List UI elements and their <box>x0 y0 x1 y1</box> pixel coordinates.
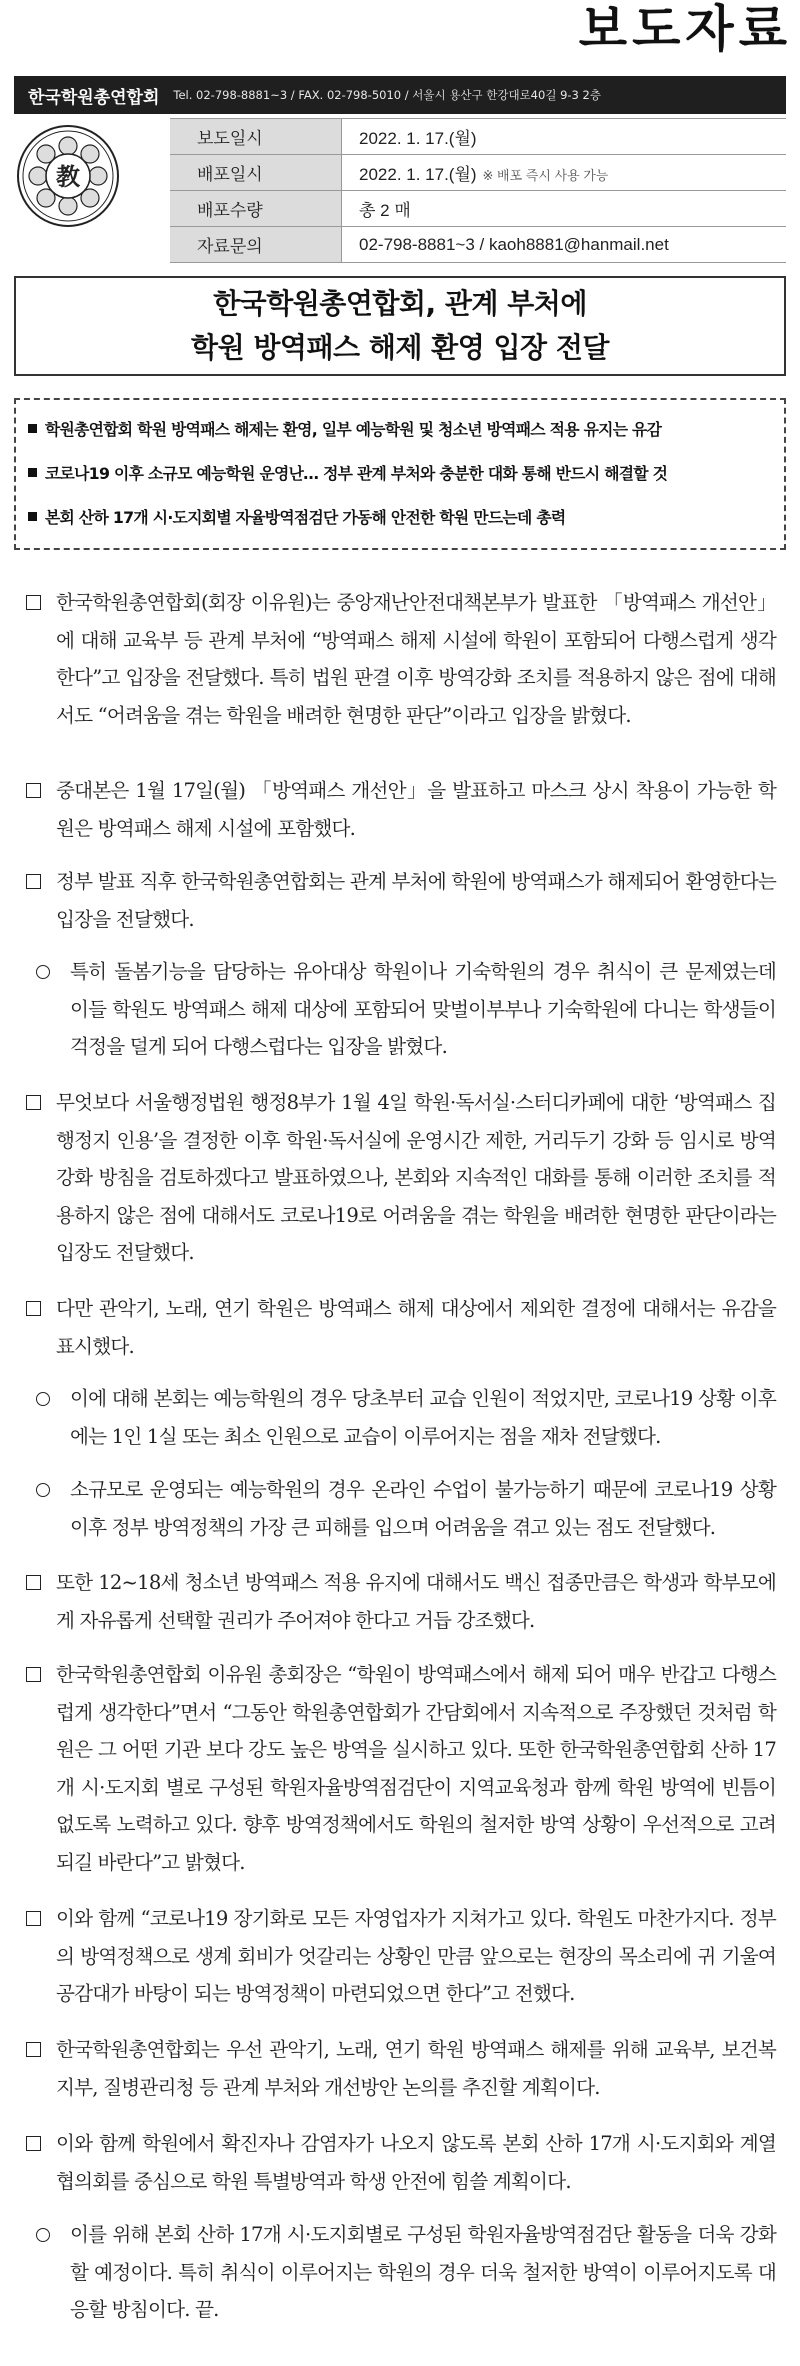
bullet-square-icon <box>28 424 37 433</box>
hollow-square-bullet-icon <box>26 584 41 623</box>
info-row-contact <box>170 227 786 263</box>
headline-line-1: 한국학원총연합회, 관계 부처에 <box>213 287 587 320</box>
headline-line-2: 학원 방역패스 해제 환영 입장 전달 <box>191 331 609 364</box>
summary-item: 학원총연합회 학원 방역패스 해제는 환영, 일부 예능학원 및 청소년 방역패스 적용 유지는 유감 <box>28 408 772 452</box>
hollow-square-bullet-icon <box>26 1900 41 1939</box>
info-row-release-date <box>170 119 786 155</box>
press-release-title: 보도자료 <box>578 0 792 58</box>
info-value: 총 2 매 <box>342 191 787 227</box>
organization-contact: Tel. 02-798-8881~3 / FAX. 02-798-5010 / 서울시 용산구 한강대로40길 9-3 2층 <box>173 88 601 102</box>
hollow-square-bullet-icon <box>26 2125 41 2164</box>
body-subparagraph: 이를 위해 본회 산하 17개 시·도지회별로 구성된 학원자율방역점검단 활동을 더욱 강화할 예정이다. 특히 취식이 이루어지는 학원의 경우 더욱 철저한 방역이 이루어지도록 대응할 방침이다. 끝. <box>36 2216 776 2329</box>
circle-bullet-icon <box>36 953 50 992</box>
info-value: 02-798-8881~3 / kaoh8881@hanmail.net <box>342 227 787 263</box>
body-paragraph: 이와 함께 학원에서 확진자나 감염자가 나오지 않도록 본회 산하 17개 시·도지회와 계열협의회를 중심으로 학원 특별방역과 학생 안전에 힘쓸 계획이다. <box>26 2125 776 2200</box>
body-paragraph: 무엇보다 서울행정법원 행정8부가 1월 4일 학원·독서실·스터디카페에 대한 ‘방역패스 집행정지 인용’을 결정한 이후 학원·독서실에 운영시간 제한, 거리두기 강화 등 임시로 방역강화 방침을 검토하겠다고 발표하였으나, 본회와 지속적인 대화를 통해 이러한 조치를 적용하지 않은 점에 대해서도 코로나19로 어려움을 겪는 학원을 배려한 현명한 판단이라는 입장도 전달했다. <box>26 1084 776 1272</box>
body-paragraph: 정부 발표 직후 한국학원총연합회는 관계 부처에 학원에 방역패스가 해제되어 환영한다는 입장을 전달했다. <box>26 863 776 938</box>
association-seal-icon <box>16 124 120 228</box>
summary-item: 본회 산하 17개 시·도지회별 자율방역점검단 가동해 안전한 학원 만드는데 총력 <box>28 496 772 540</box>
info-label: 배포일시 <box>170 155 342 191</box>
body-paragraph: 한국학원총연합회는 우선 관악기, 노래, 연기 학원 방역패스 해제를 위해 교육부, 보건복지부, 질병관리청 등 관계 부처와 개선방안 논의를 추진할 계획이다. <box>26 2031 776 2106</box>
hollow-square-bullet-icon <box>26 772 41 811</box>
body-paragraph: 한국학원총연합회(회장 이유원)는 중앙재난안전대책본부가 발표한 「방역패스 개선안」에 대해 교육부 등 관계 부처에 “방역패스 해제 시설에 학원이 포함되어 다행스럽게 생각한다”고 입장을 전달했다. 특히 법원 판결 이후 방역강화 조치를 적용하지 않은 점에 대해서도 “어려움을 겪는 학원을 배려한 현명한 판단”이라고 입장을 밝혔다. <box>26 584 776 734</box>
headline-box <box>14 276 786 376</box>
summary-item: 코로나19 이후 소규모 예능학원 운영난… 정부 관계 부처와 충분한 대화 통해 반드시 해결할 것 <box>28 452 772 496</box>
hollow-square-bullet-icon <box>26 863 41 902</box>
circle-bullet-icon <box>36 1380 50 1419</box>
info-row-quantity <box>170 191 786 227</box>
bullet-square-icon <box>28 468 37 477</box>
body-paragraph: 또한 12~18세 청소년 방역패스 적용 유지에 대해서도 백신 접종만큼은 학생과 학부모에게 자유롭게 선택할 권리가 주어져야 한다고 거듭 강조했다. <box>26 1564 776 1639</box>
body-subparagraph: 소규모로 운영되는 예능학원의 경우 온라인 수업이 불가능하기 때문에 코로나19 상황 이후 정부 방역정책의 가장 큰 피해를 입으며 어려움을 겪고 있는 점도 전달했다. <box>36 1471 776 1546</box>
body-subparagraph: 이에 대해 본회는 예능학원의 경우 당초부터 교습 인원이 적었지만, 코로나19 상황 이후에는 1인 1실 또는 최소 인원으로 교습이 이루어지는 점을 재차 전달했다. <box>36 1380 776 1455</box>
body-paragraph: 중대본은 1월 17일(월) 「방역패스 개선안」을 발표하고 마스크 상시 착용이 가능한 학원은 방역패스 해제 시설에 포함했다. <box>26 772 776 847</box>
bullet-square-icon <box>28 512 37 521</box>
body-paragraph: 한국학원총연합회 이유원 총회장은 “학원이 방역패스에서 해제 되어 매우 반갑고 다행스럽게 생각한다”면서 “그동안 학원총연합회가 간담회에서 지속적으로 주장했던 것처럼 학원은 그 어떤 기관 보다 강도 높은 방역을 실시하고 있다. 또한 한국학원총연합회 산하 17개 시·도지회 별로 구성된 학원자율방역점검단이 지역교육청과 함께 학원 방역에 빈틈이 없도록 노력하고 있다. 향후 방역정책에서도 학원의 철저한 방역 상황이 우선적으로 고려되길 바란다”고 밝혔다. <box>26 1656 776 1881</box>
hollow-square-bullet-icon <box>26 2031 41 2070</box>
hollow-square-bullet-icon <box>26 1084 41 1123</box>
info-value: 2022. 1. 17.(월) <box>342 119 787 155</box>
seal-character: 教 <box>56 162 80 191</box>
body-paragraph: 다만 관악기, 노래, 연기 학원은 방역패스 해제 대상에서 제외한 결정에 대해서는 유감을 표시했다. <box>26 1290 776 1365</box>
info-row-distribution-date <box>170 155 786 191</box>
info-label: 배포수량 <box>170 191 342 227</box>
info-value: 2022. 1. 17.(월) ※ 배포 즉시 사용 가능 <box>342 155 787 191</box>
circle-bullet-icon <box>36 1471 50 1510</box>
body-paragraph: 이와 함께 “코로나19 장기화로 모든 자영업자가 지쳐가고 있다. 학원도 마찬가지다. 정부의 방역정책으로 생계 회비가 엇갈리는 상황인 만큼 앞으로는 현장의 목소리에 귀 기울여 공감대가 바탕이 되는 방역정책이 마련되었으면 한다”고 전했다. <box>26 1900 776 2013</box>
organization-name: 한국학원총연합회 <box>28 87 160 108</box>
summary-box <box>14 398 786 550</box>
info-label: 자료문의 <box>170 227 342 263</box>
hollow-square-bullet-icon <box>26 1656 41 1695</box>
info-label: 보도일시 <box>170 119 342 155</box>
hollow-square-bullet-icon <box>26 1290 41 1329</box>
body-subparagraph: 특히 돌봄기능을 담당하는 유아대상 학원이나 기숙학원의 경우 취식이 큰 문제였는데 이들 학원도 방역패스 해제 대상에 포함되어 맞벌이부부나 기숙학원에 다니는 학생들이 걱정을 덜게 되어 다행스럽다는 입장을 밝혔다. <box>36 953 776 1066</box>
organization-bar <box>14 76 786 114</box>
circle-bullet-icon <box>36 2216 50 2255</box>
hollow-square-bullet-icon <box>26 1564 41 1603</box>
info-note: ※ 배포 즉시 사용 가능 <box>482 168 609 183</box>
release-info-table <box>170 118 786 263</box>
